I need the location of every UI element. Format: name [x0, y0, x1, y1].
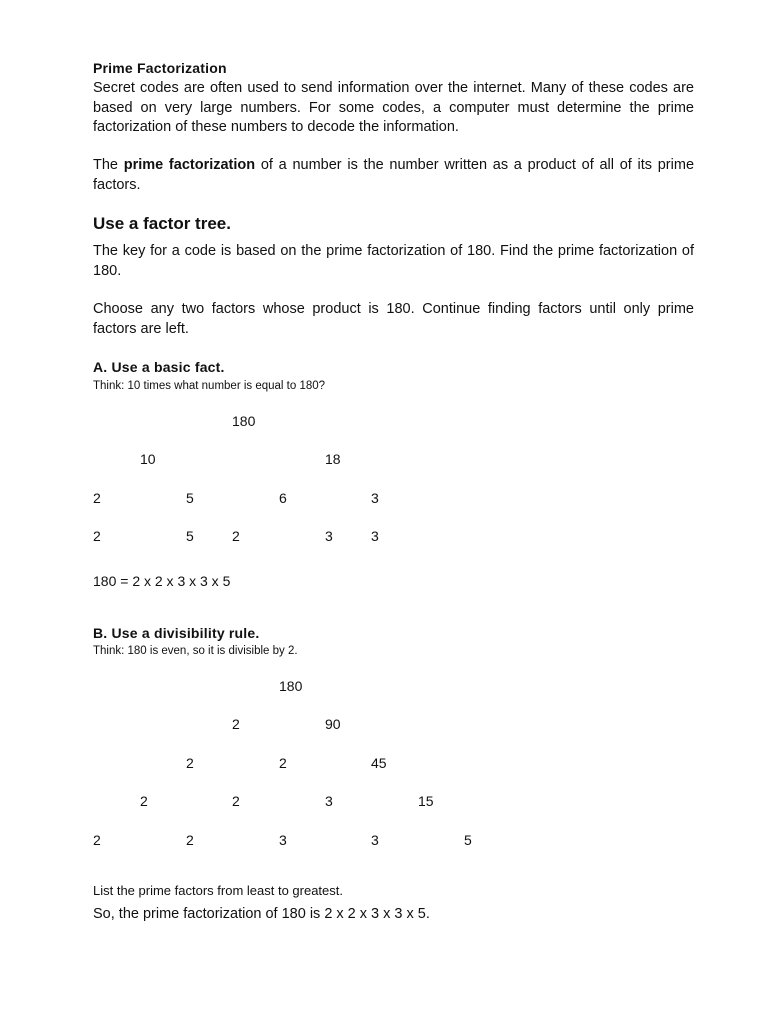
- tree-b-node: 2: [186, 755, 194, 771]
- intro-paragraph: Secret codes are often used to send information over the internet. Many of these codes are based on very large numbers. For some codes, a computer must determine the prime factorization of these numbers to decode the information.: [93, 80, 694, 135]
- tree-b-node: 180: [279, 678, 303, 694]
- tree-b-node: 2: [140, 793, 148, 809]
- definition-paragraph: [93, 156, 694, 195]
- tree-b-node: 2: [93, 832, 101, 848]
- method-a-result: 180 = 2 x 2 x 3 x 3 x 5: [93, 573, 231, 589]
- tree-a-node: 2: [93, 490, 101, 506]
- method-b-heading: B. Use a divisibility rule.: [93, 625, 260, 641]
- tree-b-node: 45: [371, 755, 387, 771]
- section-title: Prime Factorization: [93, 60, 227, 76]
- final-statement: So, the prime factorization of 180 is 2 x 2 x 3 x 3 x 5.: [93, 906, 430, 922]
- tree-a-node: 180: [232, 413, 256, 429]
- tree-a-node: 18: [325, 451, 341, 467]
- definition-pre: The: [93, 157, 124, 173]
- tree-a-node: 6: [279, 490, 287, 506]
- tree-a-node: 3: [325, 528, 333, 544]
- tree-b-node: 2: [279, 755, 287, 771]
- factor-tree-paragraph-2: Choose any two factors whose product is 180. Continue finding factors until only prime factors are left.: [93, 301, 694, 337]
- factor-tree-paragraph-1: The key for a code is based on the prime factorization of 180. Find the prime factorization of 180.: [93, 243, 694, 279]
- tree-a-node: 10: [140, 451, 156, 467]
- tree-b-node: 3: [371, 832, 379, 848]
- tree-a-node: 5: [186, 490, 194, 506]
- tree-b-node: 5: [464, 832, 472, 848]
- method-a-think: Think: 10 times what number is equal to 180?: [93, 380, 326, 392]
- list-instruction: List the prime factors from least to greatest.: [93, 883, 343, 898]
- tree-b-node: 3: [325, 793, 333, 809]
- tree-a-node: 5: [186, 528, 194, 544]
- tree-a-node: 2: [232, 528, 240, 544]
- tree-b-node: 90: [325, 716, 341, 732]
- definition-term: prime factorization: [123, 157, 256, 173]
- tree-a-node: 3: [371, 490, 379, 506]
- tree-a-node: 3: [371, 528, 379, 544]
- tree-b-node: 3: [279, 832, 287, 848]
- tree-b-node: 2: [232, 716, 240, 732]
- tree-b-node: 2: [232, 793, 240, 809]
- method-b-think: Think: 180 is even, so it is divisible by 2.: [93, 645, 298, 657]
- method-a-heading: A. Use a basic fact.: [93, 359, 225, 375]
- definition-post: of a number is the number written as a product of all of its prime factors.: [93, 157, 695, 193]
- factor-tree-heading: Use a factor tree.: [93, 214, 231, 233]
- tree-b-node: 2: [186, 832, 194, 848]
- tree-b-node: 15: [418, 793, 434, 809]
- tree-a-node: 2: [93, 528, 101, 544]
